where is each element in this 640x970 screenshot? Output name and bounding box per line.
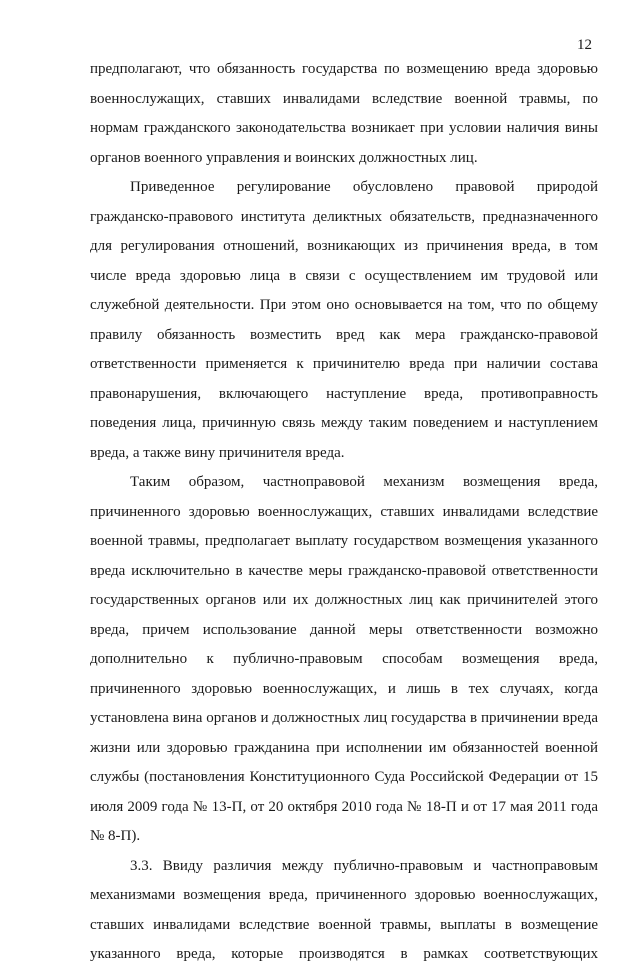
paragraph-3: Таким образом, частноправовой механизм возмещения вреда, причиненного здоровью военнослужащих, ставших инвалидами вследствие военной травмы, предполагает выплату государством возмещения указанного вреда исключительно в качестве меры гражданско-правовой ответственности государственных органов или их должностных лиц как причинителей этого вреда, причем использование данной меры ответственности возможно дополнительно к публично-правовым способам возмещения вреда, причиненного здоровью военнослужащих, и лишь в тех случаях, когда установлена вина органов и должностных лиц государства в причинении вреда жизни или здоровью гражданина при исполнении им обязанностей военной службы (постановления Конституционного Суда Российской Федерации от 15 июля 2009 года № 13-П, от 20 октября 2010 года № 18-П и от 17 мая 2011 года № 8-П).	[90, 474, 598, 844]
paragraph-4: 3.3. Ввиду различия между публично-правовым и частноправовым механизмами возмещения вреда, причиненного здоровью военнослужащих, ставших инвалидами вследствие военной травмы, выплаты в возмещение указанного вреда, которые производятся в рамках соответствующих	[90, 857, 598, 962]
page-number: 12	[577, 37, 592, 53]
body-text	[90, 55, 598, 970]
paragraph-2: Приведенное регулирование обусловлено правовой природой гражданско-правового института деликтных обязательств, предназначенного для регулирования отношений, возникающих из причинения вреда, в том числе вреда здоровью лица в связи с осуществлением им трудовой или служебной деятельности. При этом оно основывается на том, что по общему правилу обязанность возместить вред как мера гражданско-правовой ответственности применяется к причинителю вреда при наличии состава правонарушения, включающего наступление вреда, противоправность поведения лица, причинную связь между таким поведением и наступлением вреда, а также вину причинителя вреда.	[90, 179, 598, 461]
paragraph-1: предполагают, что обязанность государства по возмещению вреда здоровью военнослужащих, ставших инвалидами вследствие военной травмы, по нормам гражданского законодательства возникает при условии наличия вины органов военного управления и воинских должностных лиц.	[90, 61, 598, 166]
